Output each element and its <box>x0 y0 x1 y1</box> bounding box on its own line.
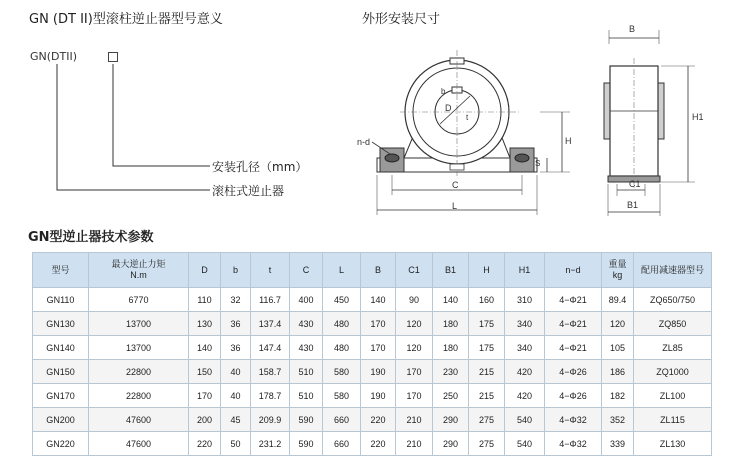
table-cell: 540 <box>505 408 545 432</box>
dim-label-b: b <box>441 87 446 96</box>
dim-label-H: H <box>565 136 572 146</box>
table-cell: 4−Φ21 <box>545 312 602 336</box>
model-cell: GN150 <box>33 360 89 384</box>
table-cell: ZL130 <box>634 432 712 456</box>
leader-line-type <box>57 64 210 190</box>
table-cell: 510 <box>290 360 323 384</box>
params-header-row <box>33 253 712 288</box>
table-cell: 158.7 <box>251 360 290 384</box>
left-bolt <box>385 154 399 162</box>
table-cell: 137.4 <box>251 312 290 336</box>
dim-label-n-d: n-d <box>357 137 371 147</box>
col-header: b <box>221 253 251 288</box>
table-cell: 220 <box>361 432 396 456</box>
table-cell: 90 <box>396 288 433 312</box>
table-cell: 231.2 <box>251 432 290 456</box>
table-cell: ZQ1000 <box>634 360 712 384</box>
col-header: 型号 <box>33 253 89 288</box>
dim-label-B: B <box>629 24 636 34</box>
table-cell: 170 <box>361 312 396 336</box>
table-row <box>33 384 712 408</box>
model-code: GN(DTII) <box>30 50 78 63</box>
table-cell: 420 <box>505 384 545 408</box>
table-cell: 275 <box>469 432 505 456</box>
table-cell: 120 <box>396 336 433 360</box>
col-header: D <box>189 253 221 288</box>
model-cell: GN170 <box>33 384 89 408</box>
table-cell: 32 <box>221 288 251 312</box>
table-cell: 180 <box>433 336 469 360</box>
table-cell: 178.7 <box>251 384 290 408</box>
table-cell: 4−Φ21 <box>545 336 602 360</box>
table-cell: 140 <box>189 336 221 360</box>
dim-label-B1: B1 <box>627 200 639 210</box>
table-cell: 339 <box>602 432 634 456</box>
table-cell: 170 <box>396 384 433 408</box>
table-cell: 22800 <box>89 360 189 384</box>
table-cell: 275 <box>469 408 505 432</box>
table-cell: 4−Φ32 <box>545 408 602 432</box>
table-cell: 175 <box>469 312 505 336</box>
col-header: C1 <box>396 253 433 288</box>
table-cell: 430 <box>290 312 323 336</box>
table-cell: 120 <box>602 312 634 336</box>
col-header: L <box>323 253 361 288</box>
table-cell: 6770 <box>89 288 189 312</box>
leader-line-bore <box>113 64 210 166</box>
table-cell: 40 <box>221 360 251 384</box>
model-cell: GN200 <box>33 408 89 432</box>
front-view-drawing <box>350 40 590 220</box>
table-cell: 590 <box>290 408 323 432</box>
table-cell: ZL100 <box>634 384 712 408</box>
dim-label-L: L <box>452 201 458 211</box>
model-cell: GN130 <box>33 312 89 336</box>
right-bolt <box>515 154 529 162</box>
table-cell: 89.4 <box>602 288 634 312</box>
table-cell: 170 <box>189 384 221 408</box>
col-header: C <box>290 253 323 288</box>
col-header: H <box>469 253 505 288</box>
table-cell: ZL85 <box>634 336 712 360</box>
col-header: 最大逆止力矩 N.m <box>89 253 189 288</box>
table-cell: 310 <box>505 288 545 312</box>
table-cell: 580 <box>323 360 361 384</box>
table-cell: 170 <box>396 360 433 384</box>
table-cell: 47600 <box>89 408 189 432</box>
side-view-drawing <box>595 28 715 223</box>
table-cell: ZL115 <box>634 408 712 432</box>
table-cell: 352 <box>602 408 634 432</box>
dim-label-C1: C1 <box>629 179 641 189</box>
table-cell: 290 <box>433 408 469 432</box>
col-header: n−d <box>545 253 602 288</box>
dim-label-H1: H1 <box>692 112 704 122</box>
table-row <box>33 312 712 336</box>
col-header: 配用减速器型号 <box>634 253 712 288</box>
col-header: B <box>361 253 396 288</box>
label-bore-diameter: 安装孔径（mm） <box>212 160 308 174</box>
table-cell: 180 <box>433 312 469 336</box>
table-cell: 4−Φ21 <box>545 288 602 312</box>
col-header: B1 <box>433 253 469 288</box>
table-cell: 4−Φ26 <box>545 384 602 408</box>
table-cell: 22800 <box>89 384 189 408</box>
table-cell: 340 <box>505 336 545 360</box>
params-title: GN型逆止器技术参数 <box>28 230 154 245</box>
table-cell: 13700 <box>89 336 189 360</box>
model-cell: GN220 <box>33 432 89 456</box>
table-cell: 13700 <box>89 312 189 336</box>
table-cell: 186 <box>602 360 634 384</box>
table-row <box>33 360 712 384</box>
table-cell: 36 <box>221 336 251 360</box>
table-cell: 290 <box>433 432 469 456</box>
params-body <box>33 288 712 456</box>
model-cell: GN110 <box>33 288 89 312</box>
meaning-title: GN (DT II)型滚柱逆止器型号意义 <box>29 12 223 27</box>
col-header: t <box>251 253 290 288</box>
table-cell: 120 <box>396 312 433 336</box>
table-cell: 510 <box>290 384 323 408</box>
table-cell: ZQ650/750 <box>634 288 712 312</box>
table-row <box>33 408 712 432</box>
table-cell: 175 <box>469 336 505 360</box>
dims-title: 外形安装尺寸 <box>362 12 441 27</box>
table-row <box>33 288 712 312</box>
table-cell: ZQ850 <box>634 312 712 336</box>
table-cell: 170 <box>361 336 396 360</box>
table-cell: 215 <box>469 384 505 408</box>
table-cell: 480 <box>323 312 361 336</box>
table-cell: 430 <box>290 336 323 360</box>
table-cell: 105 <box>602 336 634 360</box>
table-cell: 116.7 <box>251 288 290 312</box>
table-cell: 250 <box>433 384 469 408</box>
table-cell: 450 <box>323 288 361 312</box>
params-table <box>32 252 712 456</box>
table-cell: 147.4 <box>251 336 290 360</box>
table-cell: 50 <box>221 432 251 456</box>
table-cell: 160 <box>469 288 505 312</box>
table-cell: 660 <box>323 432 361 456</box>
table-cell: 210 <box>396 432 433 456</box>
table-cell: 190 <box>361 384 396 408</box>
table-cell: 210 <box>396 408 433 432</box>
table-cell: 420 <box>505 360 545 384</box>
table-cell: 340 <box>505 312 545 336</box>
label-roller-type: 滚柱式逆止器 <box>212 184 285 198</box>
table-cell: 230 <box>433 360 469 384</box>
model-cell: GN140 <box>33 336 89 360</box>
table-cell: 220 <box>361 408 396 432</box>
table-cell: 150 <box>189 360 221 384</box>
table-cell: 110 <box>189 288 221 312</box>
dim-label-S: S <box>535 159 541 168</box>
table-cell: 209.9 <box>251 408 290 432</box>
table-cell: 480 <box>323 336 361 360</box>
table-cell: 215 <box>469 360 505 384</box>
table-cell: 200 <box>189 408 221 432</box>
table-cell: 140 <box>361 288 396 312</box>
table-cell: 130 <box>189 312 221 336</box>
table-cell: 580 <box>323 384 361 408</box>
col-header: 重量 kg <box>602 253 634 288</box>
table-cell: 40 <box>221 384 251 408</box>
table-cell: 140 <box>433 288 469 312</box>
table-cell: 190 <box>361 360 396 384</box>
table-cell: 400 <box>290 288 323 312</box>
table-cell: 45 <box>221 408 251 432</box>
dim-label-C: C <box>452 180 459 190</box>
table-cell: 590 <box>290 432 323 456</box>
table-row <box>33 336 712 360</box>
table-cell: 220 <box>189 432 221 456</box>
table-cell: 182 <box>602 384 634 408</box>
dim-label-t: t <box>466 113 469 122</box>
table-cell: 4−Φ32 <box>545 432 602 456</box>
table-cell: 660 <box>323 408 361 432</box>
col-header: H1 <box>505 253 545 288</box>
table-cell: 36 <box>221 312 251 336</box>
table-cell: 47600 <box>89 432 189 456</box>
table-cell: 4−Φ26 <box>545 360 602 384</box>
dim-label-D: D <box>445 103 452 113</box>
table-cell: 540 <box>505 432 545 456</box>
